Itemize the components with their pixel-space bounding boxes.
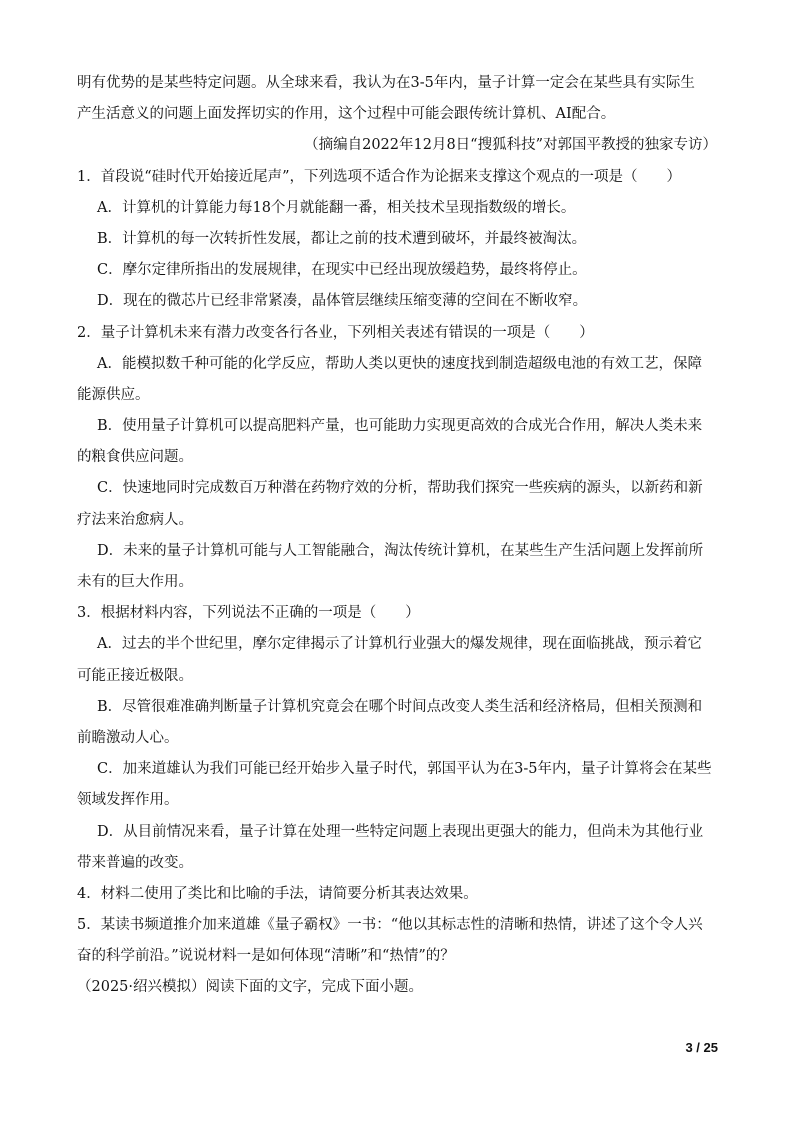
question-2-option-a-cont: 能源供应。 [77, 386, 150, 403]
question-1-option-a: A．计算机的计算能力每18个月就能翻一番，相关技术呈现指数级的增长。 [97, 199, 576, 216]
question-2-option-d-cont: 未有的巨大作用。 [77, 574, 193, 590]
question-2-option-b: B．使用量子计算机可以提高肥料产量，也可能助力实现更高效的合成光合作用，解决人类未来 [97, 418, 703, 435]
question-1-option-d: D．现在的微芯片已经非常紧凑，晶体管层继续压缩变薄的空间在不断收窄。 [97, 293, 588, 310]
question-3-option-a-cont: 可能正接近极限。 [77, 667, 193, 684]
question-3: 3．根据材料内容，下列说法不正确的一项是（ ） [77, 605, 420, 622]
question-5-cont: 奋的科学前沿。”说说材料一是如何体现“清晰”和“热情”的？ [77, 948, 455, 965]
question-2-option-a: A．能模拟数千种可能的化学反应，帮助人类以更快的速度找到制造超级电池的有效工艺，保障 [97, 355, 702, 372]
question-5: 5．某读书频道推介加来道雄《量子霸权》一书：“他以其标志性的清晰和热情，讲述了这个令人兴 [77, 917, 703, 934]
question-3-option-a: A．过去的半个世纪里，摩尔定律揭示了计算机行业强大的爆发规律，现在面临挑战，预示着它 [97, 636, 702, 653]
question-3-option-b: B．尽管很难准确判断量子计算机究竟会在哪个时间点改变人类生活和经济格局，但相关预测和 [97, 698, 703, 715]
question-2-option-c-cont: 疗法来治愈病人。 [77, 511, 193, 528]
question-1-option-b: B．计算机的每一次转折性发展，都让之前的技术遭到破坏，并最终被淘汰。 [97, 230, 587, 247]
question-3-option-d: D．从目前情况来看，量子计算在处理一些特定问题上表现出更强大的能力，但尚未为其他行业 [97, 823, 704, 840]
question-2-option-d: D．未来的量子计算机可能与人工智能融合，淘汰传统计算机，在某些生产生活问题上发挥前所 [97, 542, 704, 559]
document-body [77, 68, 717, 1004]
question-3-option-b-cont: 前瞻激动人心。 [77, 729, 179, 746]
question-2: 2．量子计算机未来有潜力改变各行各业，下列相关表述有错误的一项是（ ） [77, 324, 594, 341]
question-2-option-c: C．快速地同时完成数百万种潜在药物疗效的分析，帮助我们探究一些疾病的源头，以新药和新 [97, 480, 703, 497]
next-section-intro: （2025·绍兴模拟）阅读下面的文字，完成下面小题。 [77, 979, 424, 996]
question-3-option-c: C．加来道雄认为我们可能已经开始步入量子时代，郭国平认为在3-5年内，量子计算将会在某些 [97, 761, 712, 778]
page-number: 3 / 25 [685, 1040, 718, 1055]
question-2-option-b-cont: 的粮食供应问题。 [77, 449, 193, 466]
text-line: 明有优势的是某些特定问题。从全球来看，我认为在3-5年内，量子计算一定会在某些具有实际生 [77, 75, 695, 91]
question-1: 1．首段说“硅时代开始接近尾声”，下列选项不适合作为论据来支撑这个观点的一项是（ ） [77, 168, 682, 185]
question-3-option-d-cont: 带来普遍的改变。 [77, 854, 193, 871]
source-citation: （摘编自2022年12月8日“搜狐科技”对郭国平教授的独家专访） [304, 137, 717, 154]
question-1-option-c: C．摩尔定律所指出的发展规律，在现实中已经出现放缓趋势，最终将停止。 [97, 262, 587, 279]
text-line: 产生活意义的问题上面发挥切实的作用，这个过程中可能会跟传统计算机、AI配合。 [77, 106, 616, 123]
question-3-option-c-cont: 领域发挥作用。 [77, 792, 179, 809]
question-4: 4．材料二使用了类比和比喻的手法，请简要分析其表达效果。 [77, 885, 478, 902]
